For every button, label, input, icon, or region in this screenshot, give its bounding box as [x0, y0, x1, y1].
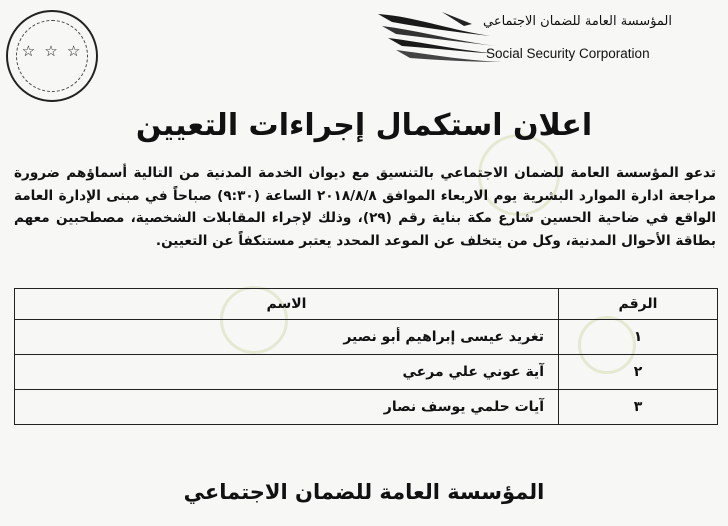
row-number: ١	[559, 320, 718, 355]
corporation-name-arabic: المؤسسة العامة للضمان الاجتماعي	[482, 14, 672, 29]
table-header-row	[15, 289, 718, 320]
row-number: ٣	[559, 390, 718, 425]
row-name: آيات حلمي يوسف نصار	[15, 390, 559, 425]
table-row	[15, 390, 718, 425]
table-row	[15, 320, 718, 355]
header-number: الرقم	[559, 289, 718, 320]
seal-stars: ☆ ☆ ☆	[21, 42, 83, 60]
signature-organization: المؤسسة العامة للضمان الاجتماعي	[183, 480, 545, 504]
row-name: تغريد عيسى إبراهيم أبو نصير	[15, 320, 559, 355]
candidates-table	[14, 288, 718, 425]
row-name: آية عوني علي مرعي	[15, 355, 559, 390]
corporation-name-english: Social Security Corporation	[486, 46, 650, 61]
announcement-body: تدعو المؤسسة العامة للضمان الاجتماعي بالتنسيق مع ديوان الخدمة المدنية من التالية أسماؤهم ضرورة مراجعة ادارة الموارد البشرية يوم الاربعاء الموافق ٢٠١٨/٨/٨ الساعة (٩:٣٠) صباحاً في مبنى الإدارة العامة الواقع في ضاحية الحسين شارع مكة بناية رقم (٢٩)، وذلك لإجراء المقابلات الشخصية، مصطحبين معهم بطاقة الأحوال المدنية، وكل من يتخلف عن الموعد المحدد يعتبر مستنكفاً عن التعيين.	[14, 165, 716, 249]
table-row	[15, 355, 718, 390]
announcement-title: اعلان استكمال إجراءات التعيين	[135, 108, 593, 143]
row-number: ٢	[559, 355, 718, 390]
header-name: الاسم	[15, 289, 559, 320]
emblem-seal	[6, 10, 98, 102]
